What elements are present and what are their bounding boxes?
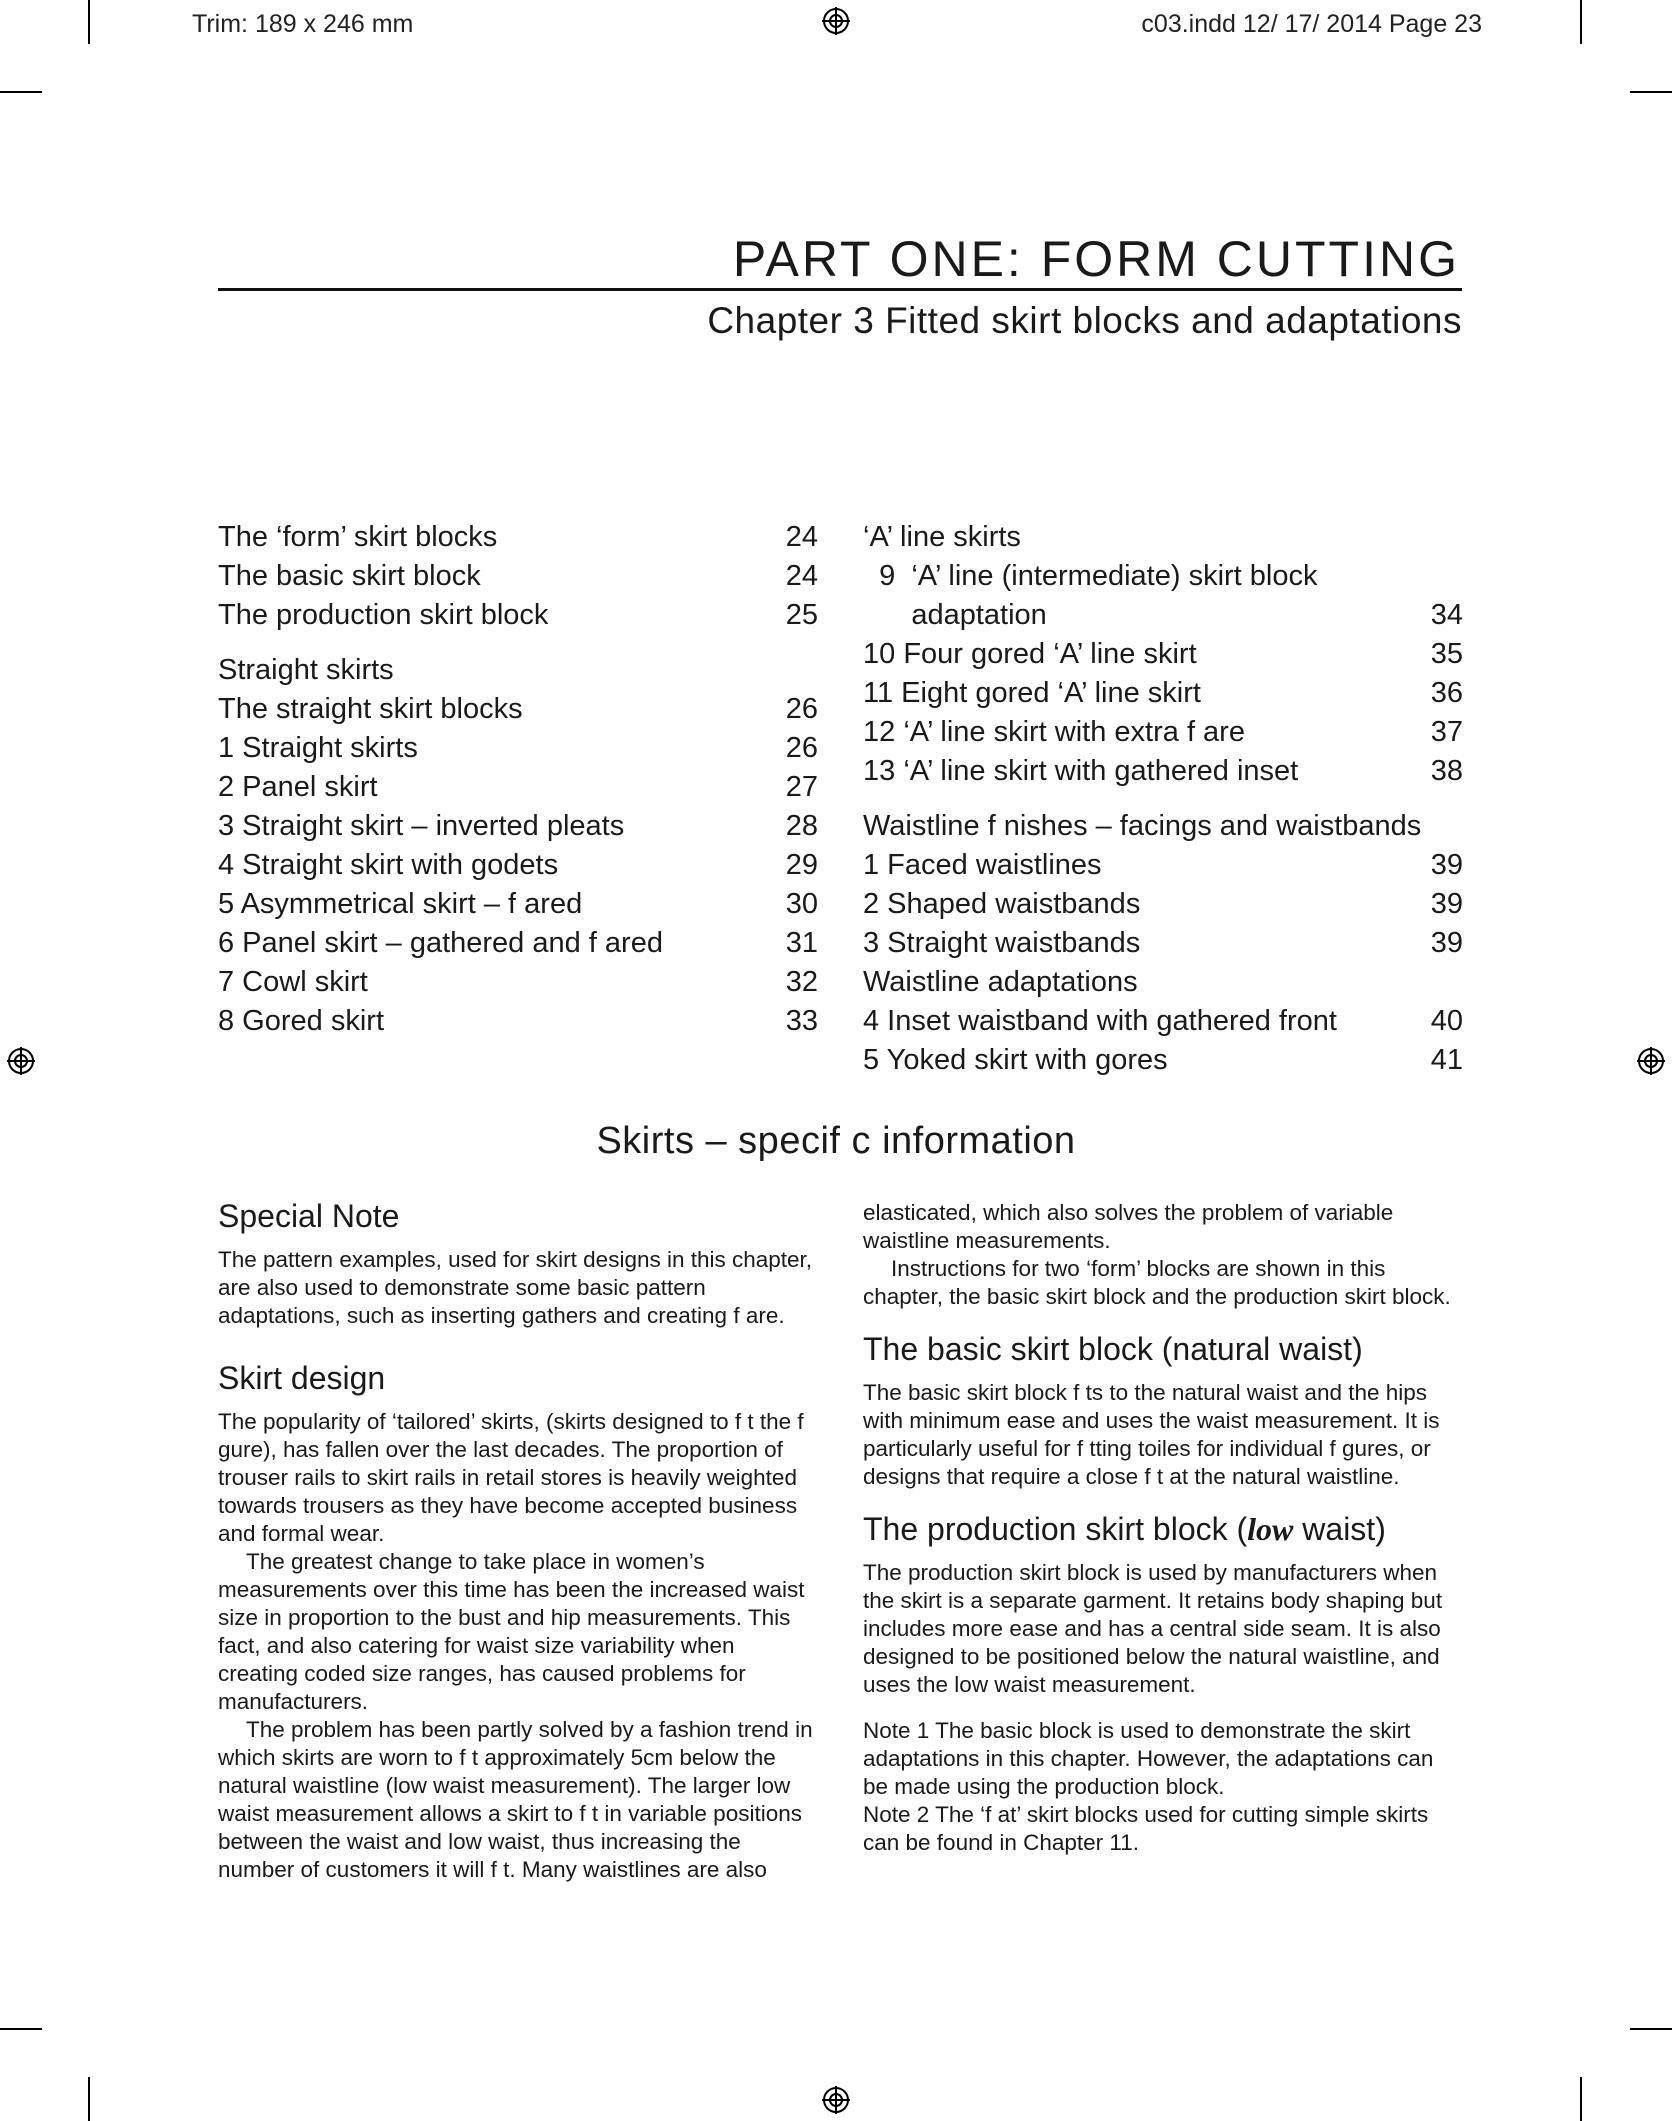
note: Note 1 The basic block is used to demonstrate the skirt adaptations in this chapter. However, the adaptations can be made using the production block.: [863, 1718, 1434, 1799]
crop-mark-bottom-right: [1580, 2077, 1582, 2121]
body-left-column: [218, 1196, 818, 1884]
toc-entry[interactable]: 7 Cowl skirt 32: [218, 966, 818, 998]
slug-trim: Trim: 189 x 246 mm: [192, 10, 414, 38]
toc-entry[interactable]: 10 Four gored ‘A’ line skirt 35: [863, 638, 1463, 670]
heading-production-skirt-block: The production skirt block (low waist): [863, 1511, 1386, 1547]
crop-mark-bottom-left: [88, 2077, 90, 2121]
crop-mark-left-top: [0, 91, 42, 93]
crop-mark-top-right: [1580, 0, 1582, 44]
body-right-column: [863, 1199, 1463, 1857]
toc-entry[interactable]: 4 Inset waistband with gathered front 40: [863, 1005, 1463, 1037]
toc-entry[interactable]: 3 Straight skirt – inverted pleats 28: [218, 810, 818, 842]
paragraph: The pattern examples, used for skirt designs in this chapter, are also used to demonstrate some basic pattern adaptations, such as inserting gathers and creating f are.: [218, 1247, 813, 1328]
toc-entry[interactable]: 5 Yoked skirt with gores 41: [863, 1044, 1463, 1076]
paragraph: The production skirt block is used by manufacturers when the skirt is a separate garment. It retains body shaping but includes more ease and has a central side seam. It is also designed to be positioned below the natural waistline, and uses the low waist measurement.: [863, 1560, 1443, 1697]
crop-mark-right-top: [1630, 91, 1672, 93]
title-rule: [218, 288, 1462, 291]
toc-entry[interactable]: 12 ‘A’ line skirt with extra f are 37: [863, 716, 1463, 748]
toc-entry[interactable]: 2 Shaped waistbands 39: [863, 888, 1463, 920]
paragraph: The basic skirt block f ts to the natural waist and the hips with minimum ease and uses the waist measurement. It is particularly useful for f tting toiles for individual f gures, or designs that require a close f t at the natural waistline.: [863, 1380, 1440, 1489]
toc-entry[interactable]: 2 Panel skirt 27: [218, 771, 818, 803]
crop-mark-left-bottom: [0, 2028, 42, 2030]
toc-section-heading: Straight skirts: [218, 654, 394, 686]
toc-entry[interactable]: 4 Straight skirt with godets 29: [218, 849, 818, 881]
toc-right-column: [863, 518, 1463, 1080]
toc-entry[interactable]: 1 Faced waistlines 39: [863, 849, 1463, 881]
part-title: PART ONE: FORM CUTTING: [732, 231, 1460, 287]
toc-entry[interactable]: 6 Panel skirt – gathered and f ared 31: [218, 927, 818, 959]
registration-mark-icon: [821, 2085, 851, 2115]
heading-basic-skirt-block: The basic skirt block (natural waist): [863, 1331, 1363, 1367]
toc-entry[interactable]: 13 ‘A’ line skirt with gathered inset 38: [863, 755, 1463, 787]
toc-entry[interactable]: The production skirt block 25: [218, 599, 818, 631]
paragraph: The greatest change to take place in women’s measurements over this time has been the increased waist size in proportion to the bust and hip measurements. This fact, and also catering for waist size variability when creating coded size ranges, has caused problems for manufacturers.: [218, 1549, 805, 1714]
crop-mark-right-bottom: [1630, 2028, 1672, 2030]
crop-mark-top-left: [88, 0, 90, 44]
toc-entry[interactable]: 9 ‘A’ line (intermediate) skirt block: [863, 560, 1318, 592]
toc-entry[interactable]: The ‘form’ skirt blocks 24: [218, 521, 818, 553]
toc-entry[interactable]: 1 Straight skirts 26: [218, 732, 818, 764]
registration-mark-icon: [821, 6, 851, 36]
section-title: Skirts – specif c information: [596, 1120, 1076, 1162]
toc-entry[interactable]: 8 Gored skirt 33: [218, 1005, 818, 1037]
toc-entry[interactable]: adaptation 34: [863, 599, 1463, 631]
heading-skirt-design: Skirt design: [218, 1360, 386, 1396]
paragraph: elasticated, which also solves the problem of variable waistline measurements.: [863, 1200, 1394, 1253]
note: Note 2 The ‘f at’ skirt blocks used for cutting simple skirts can be found in Chapter 11.: [863, 1802, 1429, 1855]
registration-mark-icon: [1636, 1046, 1666, 1076]
toc-subheading: Waistline adaptations: [863, 966, 1138, 998]
chapter-title: Chapter 3 Fitted skirt blocks and adaptations: [707, 300, 1462, 341]
paragraph: Instructions for two ‘form’ blocks are shown in this chapter, the basic skirt block and the production skirt block.: [863, 1256, 1451, 1309]
paragraph: The popularity of ‘tailored’ skirts, (skirts designed to f t the f gure), has fallen over the last decades. The proportion of trouser rails to skirt rails in retail stores is heavily weighted towards trousers as they have become accepted business and formal wear.: [218, 1409, 804, 1546]
toc-entry[interactable]: 3 Straight waistbands 39: [863, 927, 1463, 959]
toc-entry[interactable]: The straight skirt blocks 26: [218, 693, 818, 725]
toc-entry[interactable]: 5 Asymmetrical skirt – f ared 30: [218, 888, 818, 920]
toc-section-heading: Waistline f nishes – facings and waistbands: [863, 810, 1422, 842]
toc-entry[interactable]: 11 Eight gored ‘A’ line skirt 36: [863, 677, 1463, 709]
heading-special-note: Special Note: [218, 1198, 400, 1234]
toc-left-column: [218, 518, 818, 1041]
toc-entry[interactable]: The basic skirt block 24: [218, 560, 818, 592]
registration-mark-icon: [6, 1046, 36, 1076]
paragraph: The problem has been partly solved by a fashion trend in which skirts are worn to f t approximately 5cm below the natural waistline (low waist measurement). The larger low waist measurement allows a skirt to f t in variable positions between the waist and low waist, thus increasing the number of customers it will f t. Many waistlines are also: [218, 1717, 813, 1882]
slug-file-info: c03.indd 12/ 17/ 2014 Page 23: [1141, 10, 1482, 38]
toc-section-heading: ‘A’ line skirts: [863, 521, 1021, 553]
